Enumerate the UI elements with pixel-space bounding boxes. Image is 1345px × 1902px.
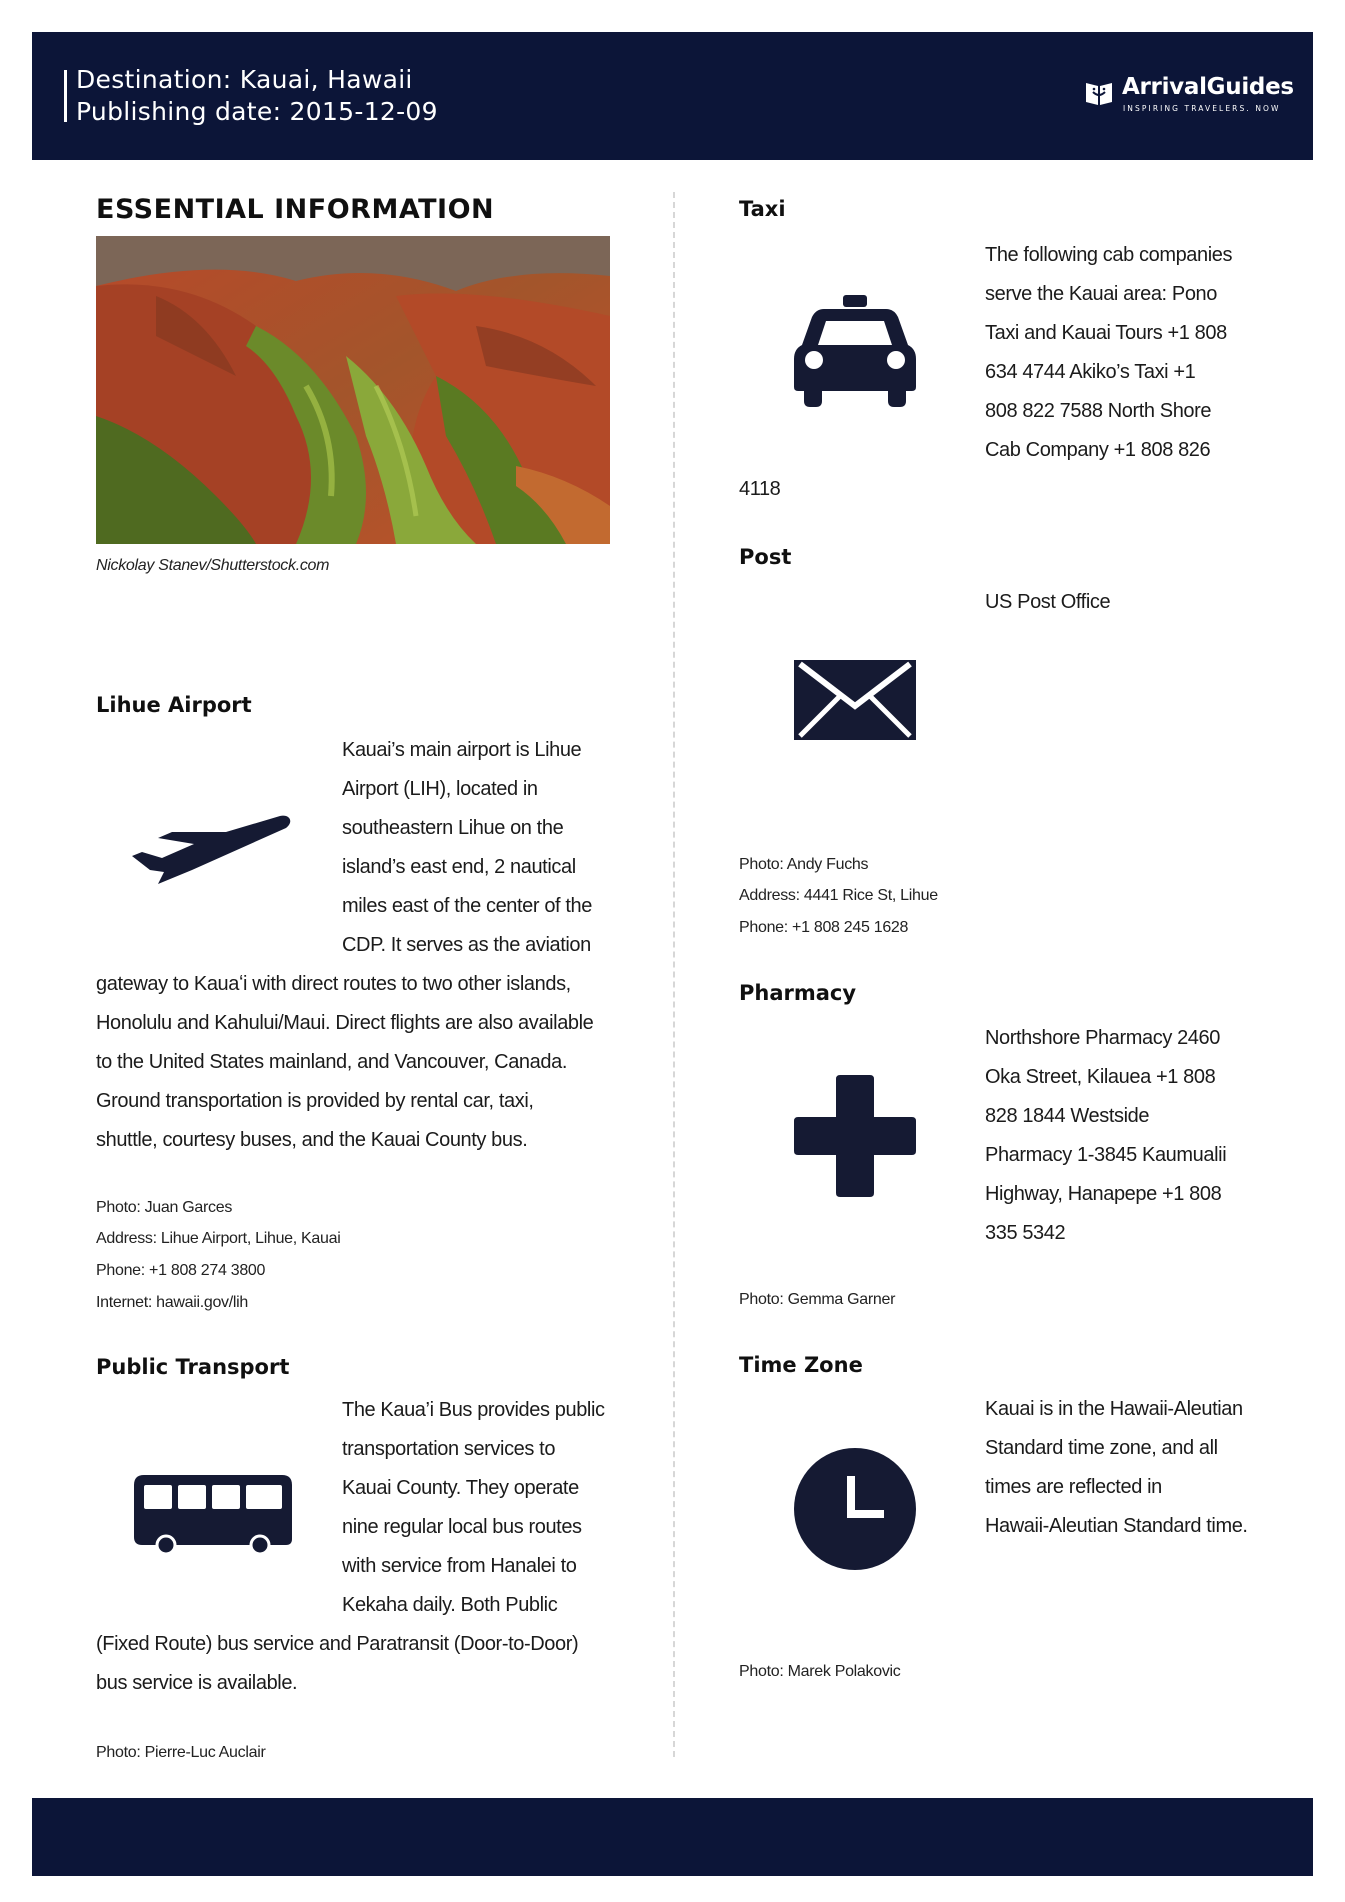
destination-label: Destination: Kauai, Hawaii — [76, 65, 413, 94]
airport-text-line: Ground transportation is provided by rental car, taxi, — [96, 1090, 534, 1112]
timezone-text-line: Standard time zone, and all — [985, 1437, 1218, 1459]
publishing-date-label: Publishing date: 2015-12-09 — [76, 97, 438, 126]
pharmacy-text-line: Pharmacy 1-3845 Kaumualii — [985, 1144, 1227, 1166]
pharmacy-text-line: 335 5342 — [985, 1222, 1066, 1244]
pharmacy-text-line: 828 1844 Westside — [985, 1105, 1150, 1127]
airport-text-line: island’s east end, 2 nautical — [342, 856, 576, 878]
section-title-post: Post — [739, 545, 792, 569]
airport-photo-credit: Photo: Juan Garces — [96, 1199, 233, 1216]
timezone-text-line: Kauai is in the Hawaii-Aleutian — [985, 1398, 1243, 1420]
airport-text-line: gateway to Kauaʻi with direct routes to two other islands, — [96, 973, 571, 995]
transport-text-line: transportation services to — [342, 1438, 556, 1460]
arrivalguides-logo — [1084, 74, 1294, 114]
taxi-icon — [794, 295, 916, 407]
envelope-icon — [794, 660, 916, 740]
pharmacy-text-line: Highway, Hanapepe +1 808 — [985, 1183, 1222, 1205]
airport-text-line: southeastern Lihue on the — [342, 817, 564, 839]
logo-tagline: INSPIRING TRAVELERS. NOW — [1123, 104, 1281, 113]
post-photo-credit: Photo: Andy Fuchs — [739, 856, 869, 873]
taxi-text-line: 634 4744 Akiko’s Taxi +1 — [985, 361, 1196, 383]
airport-address: Address: Lihue Airport, Lihue, Kauai — [96, 1230, 341, 1247]
page-title: ESSENTIAL INFORMATION — [96, 194, 495, 225]
transport-text-line: bus service is available. — [96, 1672, 298, 1694]
airport-internet: Internet: hawaii.gov/lih — [96, 1294, 249, 1311]
taxi-text-line: 808 822 7588 North Shore — [985, 400, 1212, 422]
pharmacy-photo-credit: Photo: Gemma Garner — [739, 1291, 896, 1308]
airport-text-line: Kauai’s main airport is Lihue — [342, 739, 582, 761]
header-accent-bar — [64, 70, 67, 122]
column-divider — [673, 192, 675, 1757]
taxi-text-line: serve the Kauai area: Pono — [985, 283, 1217, 305]
airport-text-line: to the United States mainland, and Vancouver, Canada. — [96, 1051, 567, 1073]
transport-text-line: Kekaha daily. Both Public — [342, 1594, 558, 1616]
cross-icon — [794, 1075, 916, 1197]
taxi-text-line: The following cab companies — [985, 244, 1233, 266]
transport-text-line: (Fixed Route) bus service and Paratransit (Door-to-Door) — [96, 1633, 579, 1655]
airport-text-line: CDP. It serves as the aviation — [342, 934, 591, 956]
post-phone: Phone: +1 808 245 1628 — [739, 919, 909, 936]
page-footer — [32, 1798, 1313, 1876]
logo-book-icon — [1084, 79, 1114, 109]
section-title-time-zone: Time Zone — [739, 1353, 863, 1377]
airplane-icon — [132, 808, 294, 884]
kauai-canyon-photo — [96, 236, 610, 544]
section-title-public-transport: Public Transport — [96, 1355, 290, 1379]
taxi-text-line: Taxi and Kauai Tours +1 808 — [985, 322, 1227, 344]
airport-text-line: shuttle, courtesy buses, and the Kauai County bus. — [96, 1129, 528, 1151]
logo-wordmark: ArrivalGuides — [1122, 74, 1294, 100]
timezone-text-line: Hawaii-Aleutian Standard time. — [985, 1515, 1248, 1537]
airport-text-line: miles east of the center of the — [342, 895, 592, 917]
section-title-lihue-airport: Lihue Airport — [96, 693, 252, 717]
airport-phone: Phone: +1 808 274 3800 — [96, 1262, 266, 1279]
timezone-text-line: times are reflected in — [985, 1476, 1162, 1498]
transport-text-line: Kauai County. They operate — [342, 1477, 579, 1499]
transport-text-line: The Kaua’i Bus provides public — [342, 1399, 605, 1421]
timezone-photo-credit: Photo: Marek Polakovic — [739, 1663, 901, 1680]
pharmacy-text-line: Oka Street, Kilauea +1 808 — [985, 1066, 1216, 1088]
airport-text-line: Airport (LIH), located in — [342, 778, 538, 800]
page-header — [32, 32, 1313, 160]
post-text-line: US Post Office — [985, 591, 1111, 613]
section-title-taxi: Taxi — [739, 197, 786, 221]
taxi-text-line: Cab Company +1 808 826 — [985, 439, 1211, 461]
photo-caption: Nickolay Stanev/Shutterstock.com — [96, 557, 330, 574]
section-title-pharmacy: Pharmacy — [739, 981, 857, 1005]
pharmacy-text-line: Northshore Pharmacy 2460 — [985, 1027, 1220, 1049]
transport-text-line: with service from Hanalei to — [342, 1555, 577, 1577]
transport-photo-credit: Photo: Pierre-Luc Auclair — [96, 1744, 266, 1761]
post-address: Address: 4441 Rice St, Lihue — [739, 887, 938, 904]
clock-icon — [794, 1448, 916, 1570]
bus-icon — [134, 1475, 292, 1553]
airport-text-line: Honolulu and Kahului/Maui. Direct flights are also available — [96, 1012, 594, 1034]
taxi-text-line: 4118 — [739, 478, 781, 500]
transport-text-line: nine regular local bus routes — [342, 1516, 582, 1538]
